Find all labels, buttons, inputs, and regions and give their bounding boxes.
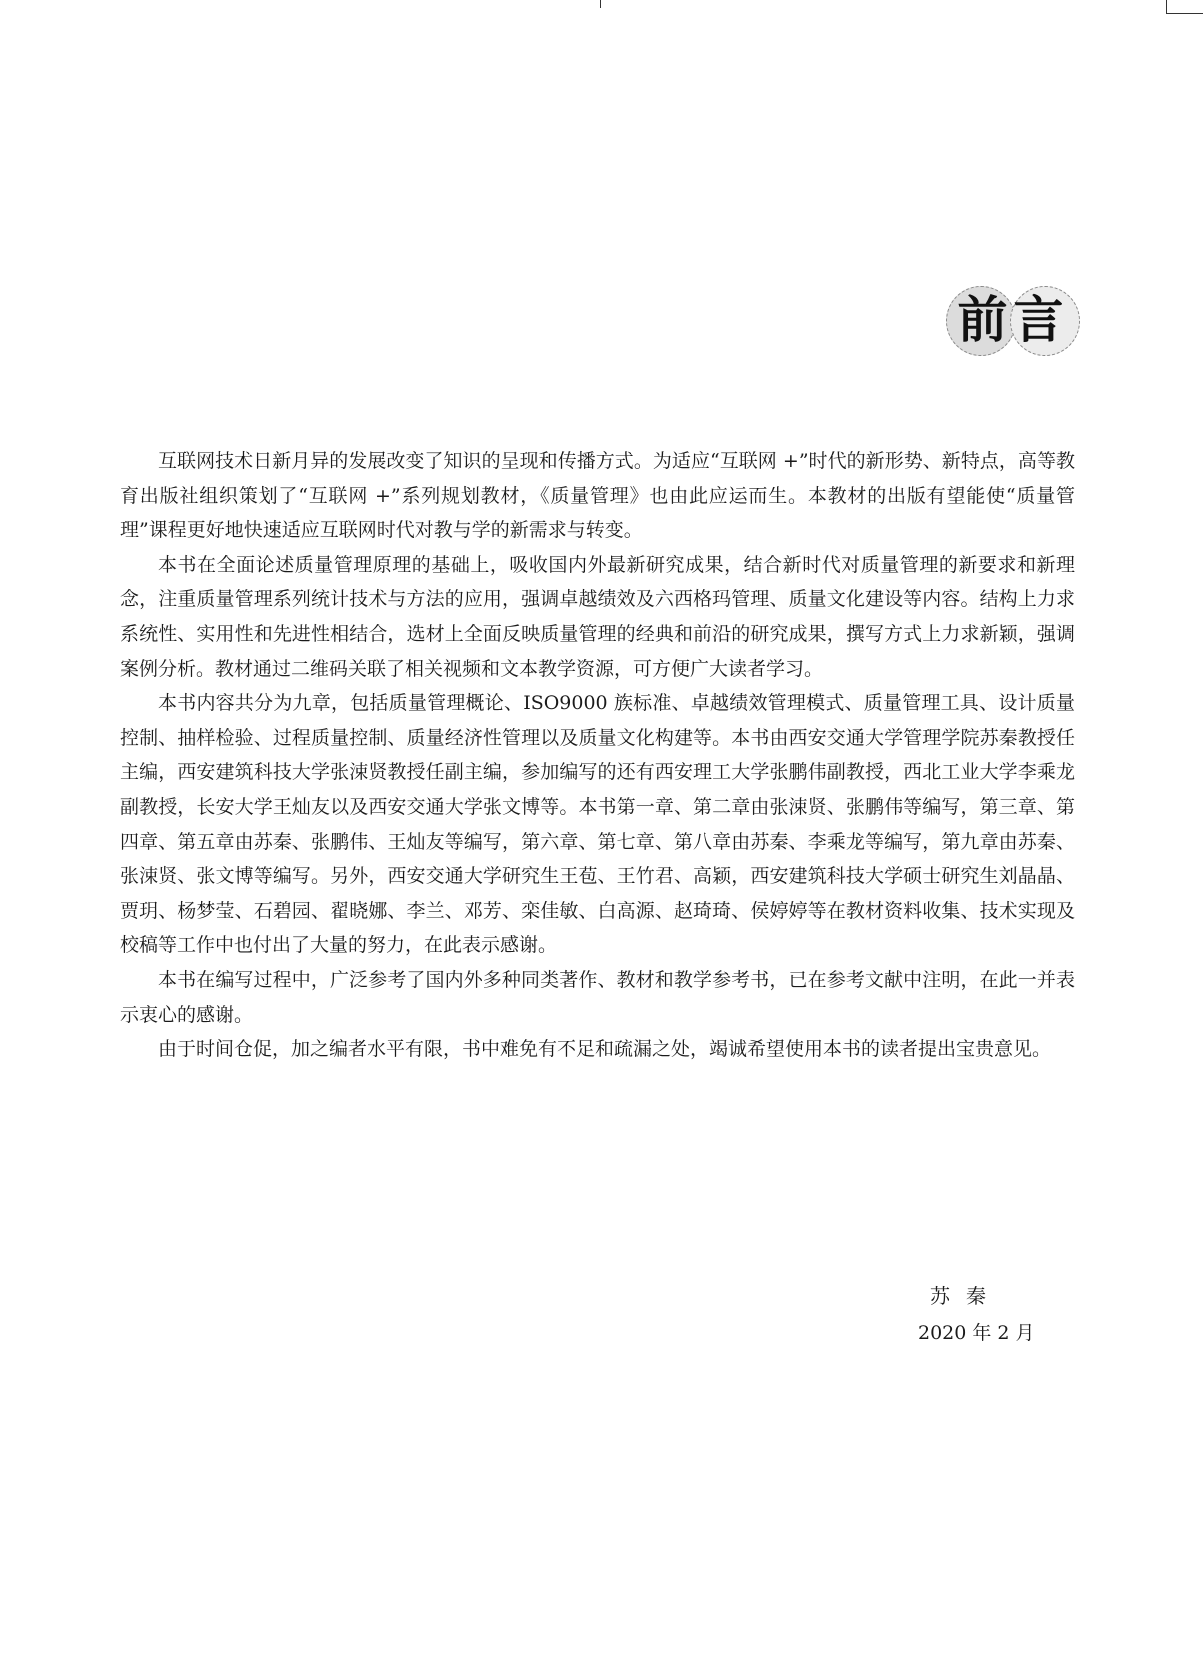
- paragraph-2: 本书在全面论述质量管理原理的基础上，吸收国内外最新研究成果，结合新时代对质量管理的新要求和新理念，注重质量管理系列统计技术与方法的应用，强调卓越绩效及六西格玛管理、质量文化建设等内容。结构上力求系统性、实用性和先进性相结合，选材上全面反映质量管理的经典和前沿的研究成果，撰写方式上力求新颖，强调案例分析。教材通过二维码关联了相关视频和文本教学资源，可方便广大读者学习。: [120, 553, 1075, 680]
- author-signature: 苏秦: [930, 1284, 1002, 1308]
- crop-mark-top: [600, 0, 601, 8]
- preface-title-badge: [946, 286, 1081, 356]
- preface-body: [120, 444, 1075, 1067]
- paragraph-1: 互联网技术日新月异的发展改变了知识的呈现和传播方式。为适应“互联网 +”时代的新形势、新特点，高等教育出版社组织策划了“互联网 +”系列规划教材，《质量管理》也由此应运而生。本教材的出版有望能使“质量管理”课程更好地快速适应互联网时代对教与学的新需求与转变。: [120, 450, 1075, 542]
- paragraph-5: 由于时间仓促，加之编者水平有限，书中难免有不足和疏漏之处，竭诚希望使用本书的读者提出宝贵意见。: [158, 1038, 1052, 1061]
- crop-mark-right: [1166, 0, 1167, 14]
- signature-date: 2020 年 2 月: [918, 1322, 1035, 1344]
- paragraph-3: 本书内容共分为九章，包括质量管理概论、ISO9000 族标准、卓越绩效管理模式、质量管理工具、设计质量控制、抽样检验、过程质量控制、质量经济性管理以及质量文化构建等。本书由西安交通大学管理学院苏秦教授任主编，西安建筑科技大学张涑贤教授任副主编，参加编写的还有西安理工大学张鹏伟副教授，西北工业大学李乘龙副教授，长安大学王灿友以及西安交通大学张文博等。本书第一章、第二章由张涑贤、张鹏伟等编写，第三章、第四章、第五章由苏秦、张鹏伟、王灿友等编写，第六章、第七章、第八章由苏秦、李乘龙等编写，第九章由苏秦、张涑贤、张文博等编写。另外，西安交通大学研究生王苞、王竹君、高颖，西安建筑科技大学硕士研究生刘晶晶、贾玥、杨梦莹、石碧园、翟晓娜、李兰、邓芳、栾佳敏、白高源、赵琦琦、侯婷婷等在教材资料收集、技术实现及校稿等工作中也付出了大量的努力，在此表示感谢。: [120, 692, 1075, 957]
- crop-mark-right-horizontal: [1166, 13, 1203, 14]
- paragraph-4: 本书在编写过程中，广泛参考了国内外多种同类著作、教材和教学参考书，已在参考文献中注明，在此一并表示衷心的感谢。: [120, 968, 1075, 1026]
- page-title: 前言: [957, 291, 1070, 349]
